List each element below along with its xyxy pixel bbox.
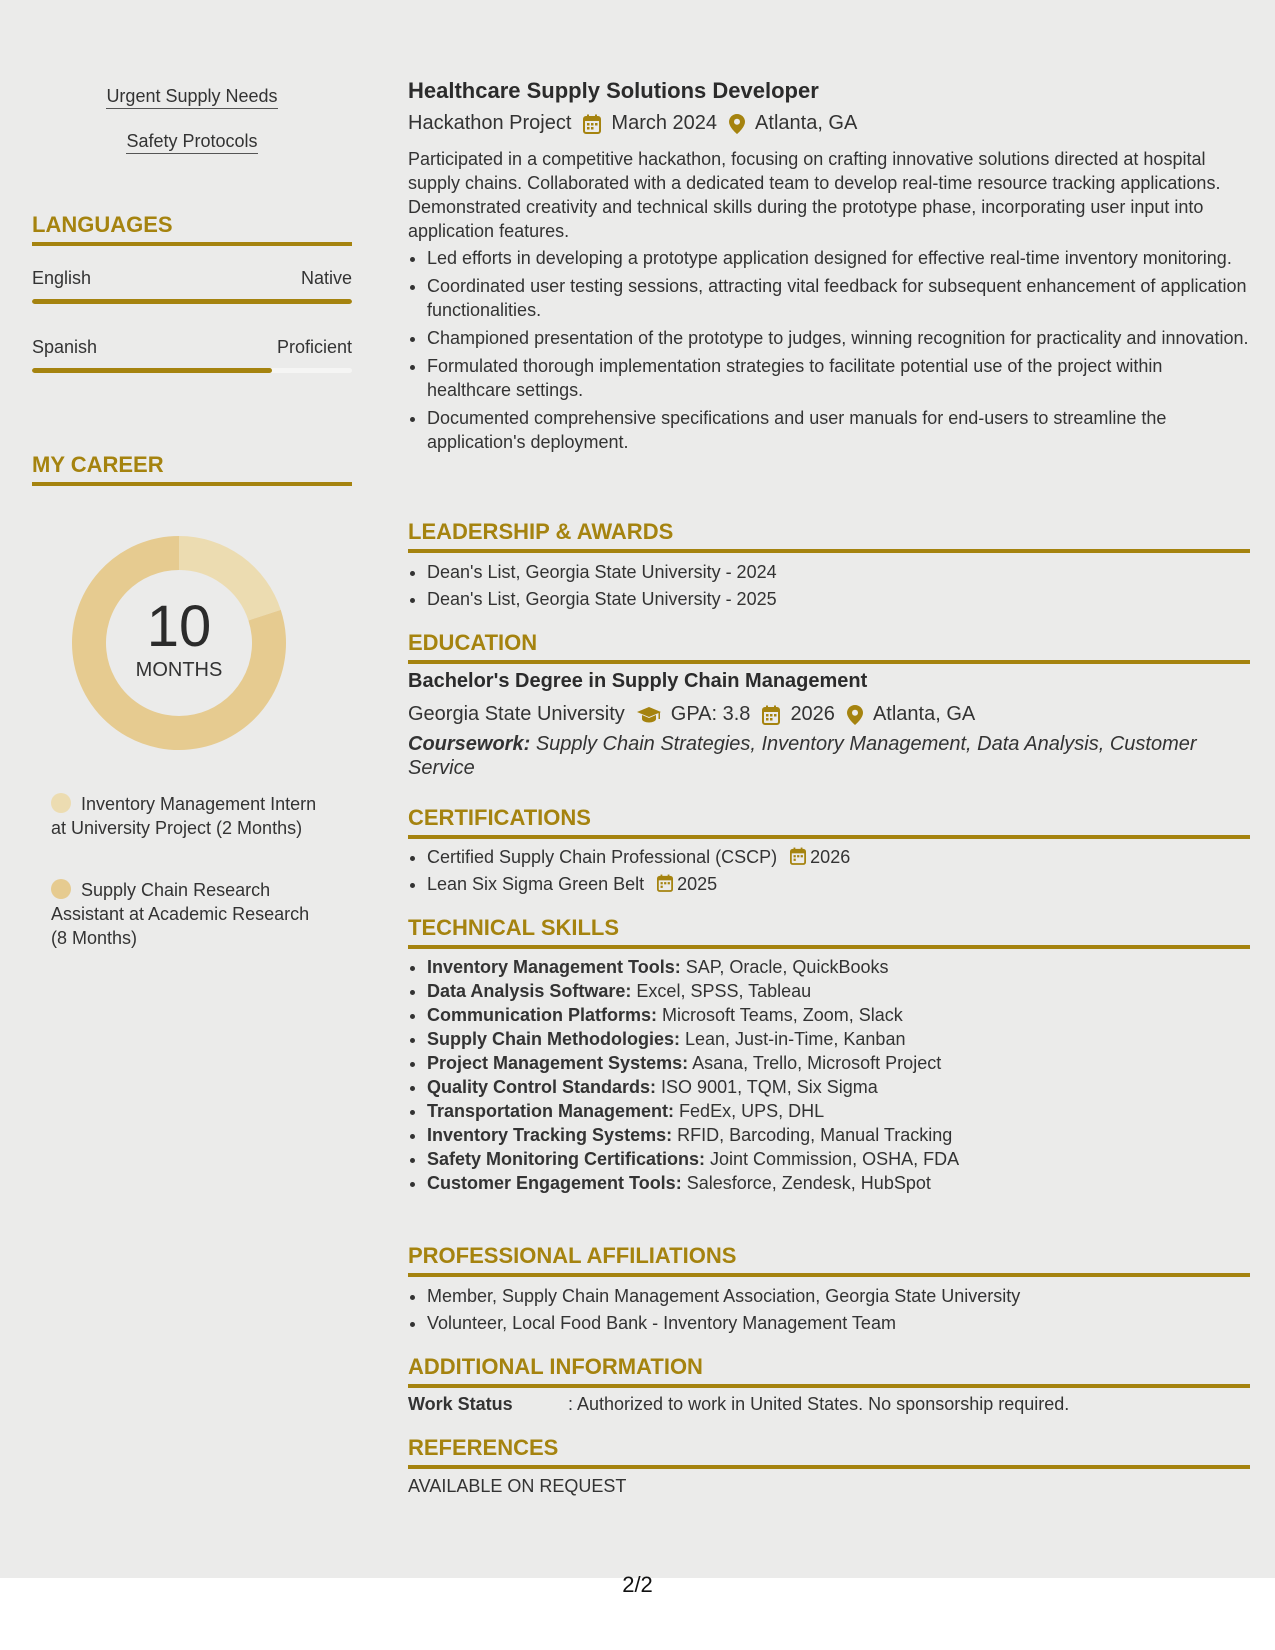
tag-safety-protocols: Safety Protocols [32, 131, 352, 152]
work-status-label: Work Status [408, 1394, 513, 1414]
project-date: March 2024 [611, 112, 718, 134]
list-item [427, 1075, 1250, 1099]
project-bullets [408, 246, 1250, 454]
list-item: • Coordinated user testing sessions, attracting vital feedback for subsequent enhancement of application functionalities. [427, 274, 1250, 322]
graduation-year: 2026 [790, 703, 835, 725]
cert-year: 2025 [677, 874, 718, 894]
skill-value: ISO 9001, TQM, Six Sigma [661, 1077, 878, 1097]
donut-center [66, 530, 292, 756]
skill-label: Data Analysis Software: [427, 981, 632, 1001]
list-item [427, 872, 1250, 896]
languages-heading: LANGUAGES [32, 212, 352, 246]
cert-year: 2026 [810, 847, 851, 867]
legend-label: Supply Chain Research Assistant at Academic Research (8 Months) [51, 880, 310, 948]
career-legend-item [51, 878, 326, 950]
skill-label: Customer Engagement Tools: [427, 1173, 682, 1193]
school-name: Georgia State University [408, 703, 625, 725]
list-item [427, 1027, 1250, 1051]
calendar-icon [657, 874, 673, 892]
education-heading: EDUCATION [408, 630, 1250, 664]
list-item: • Volunteer, Local Food Bank - Inventory Management Team [427, 1311, 1250, 1335]
coursework-label: Coursework: [408, 733, 531, 755]
calendar-icon [790, 847, 806, 865]
project-title: Healthcare Supply Solutions Developer [408, 78, 819, 103]
career-heading: MY CAREER [32, 452, 352, 486]
list-item: • Dean's List, Georgia State University - 2024 [427, 560, 1250, 584]
affiliations-list [408, 1284, 1250, 1335]
coursework [408, 732, 1250, 780]
skills-list [408, 955, 1250, 1195]
skill-label: Quality Control Standards: [427, 1077, 657, 1097]
skill-value: Lean, Just-in-Time, Kanban [685, 1029, 906, 1049]
skills-heading: TECHNICAL SKILLS [408, 915, 1250, 949]
language-row-english [32, 268, 352, 289]
leadership-heading: LEADERSHIP & AWARDS [408, 519, 1250, 553]
list-item [427, 1123, 1250, 1147]
career-donut-chart [66, 530, 292, 756]
list-item: • Led efforts in developing a prototype application designed for effective real-time inventory monitoring. [427, 246, 1250, 270]
graduation-cap-icon [637, 706, 661, 724]
degree-title: Bachelor's Degree in Supply Chain Management [408, 670, 868, 692]
skill-label: Inventory Tracking Systems: [427, 1125, 673, 1145]
language-level: Proficient [276, 337, 352, 357]
skill-value: SAP, Oracle, QuickBooks [685, 957, 889, 977]
career-legend-item [51, 792, 326, 840]
school-location: Atlanta, GA [872, 703, 976, 725]
list-item: • Championed presentation of the prototype to judges, winning recognition for practicality and innovation. [427, 326, 1250, 350]
language-bar-english [32, 299, 352, 304]
skill-value: Salesforce, Zendesk, HubSpot [686, 1173, 931, 1193]
cert-name: Certified Supply Chain Professional (CSCP) [427, 847, 778, 867]
list-item: • Member, Supply Chain Management Association, Georgia State University [427, 1284, 1250, 1308]
language-row-spanish [32, 337, 352, 358]
list-item [427, 1147, 1250, 1171]
skill-label: Safety Monitoring Certifications: [427, 1149, 706, 1169]
calendar-icon [583, 114, 601, 134]
additional-info-heading: ADDITIONAL INFORMATION [408, 1354, 1250, 1388]
list-item [427, 1099, 1250, 1123]
career-total-value: 10 [146, 593, 212, 659]
skill-value: Excel, SPSS, Tableau [636, 981, 812, 1001]
affiliations-heading: PROFESSIONAL AFFILIATIONS [408, 1243, 1250, 1277]
language-bar-fill [32, 368, 272, 373]
work-status-value: : Authorized to work in United States. No sponsorship required. [568, 1394, 1070, 1414]
legend-dot [51, 879, 71, 899]
language-level: Native [300, 268, 352, 288]
legend-label: Inventory Management Intern at University Project (2 Months) [51, 794, 317, 838]
list-item [427, 1051, 1250, 1075]
project-type: Hackathon Project [408, 112, 572, 134]
legend-dot [51, 793, 71, 813]
cert-name: Lean Six Sigma Green Belt [427, 874, 645, 894]
list-item: • Dean's List, Georgia State University - 2025 [427, 587, 1250, 611]
list-item [427, 845, 1250, 869]
skill-label: Transportation Management: [427, 1101, 675, 1121]
language-bar-spanish [32, 368, 352, 373]
skill-value: RFID, Barcoding, Manual Tracking [677, 1125, 953, 1145]
project-meta [408, 112, 857, 135]
work-status [408, 1394, 1069, 1415]
list-item [427, 979, 1250, 1003]
language-name: English [32, 268, 92, 288]
references-heading: REFERENCES [408, 1435, 1250, 1469]
certifications-heading: CERTIFICATIONS [408, 805, 1250, 839]
gpa: GPA: 3.8 [670, 703, 751, 725]
calendar-icon [762, 705, 780, 725]
tag-urgent-supply-needs: Urgent Supply Needs [32, 86, 352, 107]
career-total-unit: MONTHS [135, 658, 223, 681]
references-text: AVAILABLE ON REQUEST [408, 1476, 627, 1496]
leadership-list [408, 560, 1250, 611]
language-bar-fill [32, 299, 352, 304]
skill-label: Project Management Systems: [427, 1053, 689, 1073]
skill-value: Microsoft Teams, Zoom, Slack [662, 1005, 903, 1025]
list-item [427, 1003, 1250, 1027]
skill-label: Communication Platforms: [427, 1005, 658, 1025]
list-item: • Documented comprehensive specifications and user manuals for end-users to streamline the application's deployment. [427, 406, 1250, 454]
project-summary: Participated in a competitive hackathon, focusing on crafting innovative solutions directed at hospital supply chains. Collaborated with a dedicated team to develop real-time resource tracking applications. Demonstrated creativity and technical skills during the prototype phase, incorporating user input into application features. [408, 149, 1221, 241]
certifications-list [408, 845, 1250, 896]
education-meta [408, 703, 975, 726]
skill-label: Supply Chain Methodologies: [427, 1029, 680, 1049]
project-location: Atlanta, GA [755, 112, 858, 134]
skill-value: FedEx, UPS, DHL [679, 1101, 825, 1121]
skill-value: Joint Commission, OSHA, FDA [710, 1149, 960, 1169]
page-number: 2/2 [622, 1572, 653, 1597]
language-name: Spanish [32, 337, 98, 357]
location-pin-icon [729, 114, 745, 134]
list-item [427, 955, 1250, 979]
list-item [427, 1171, 1250, 1195]
coursework-list: Supply Chain Strategies, Inventory Management, Data Analysis, Customer Service [408, 733, 1197, 779]
skill-value: Asana, Trello, Microsoft Project [692, 1053, 942, 1073]
location-pin-icon [847, 705, 863, 725]
skill-label: Inventory Management Tools: [427, 957, 681, 977]
list-item: • Formulated thorough implementation strategies to facilitate potential use of the project within healthcare settings. [427, 354, 1250, 402]
